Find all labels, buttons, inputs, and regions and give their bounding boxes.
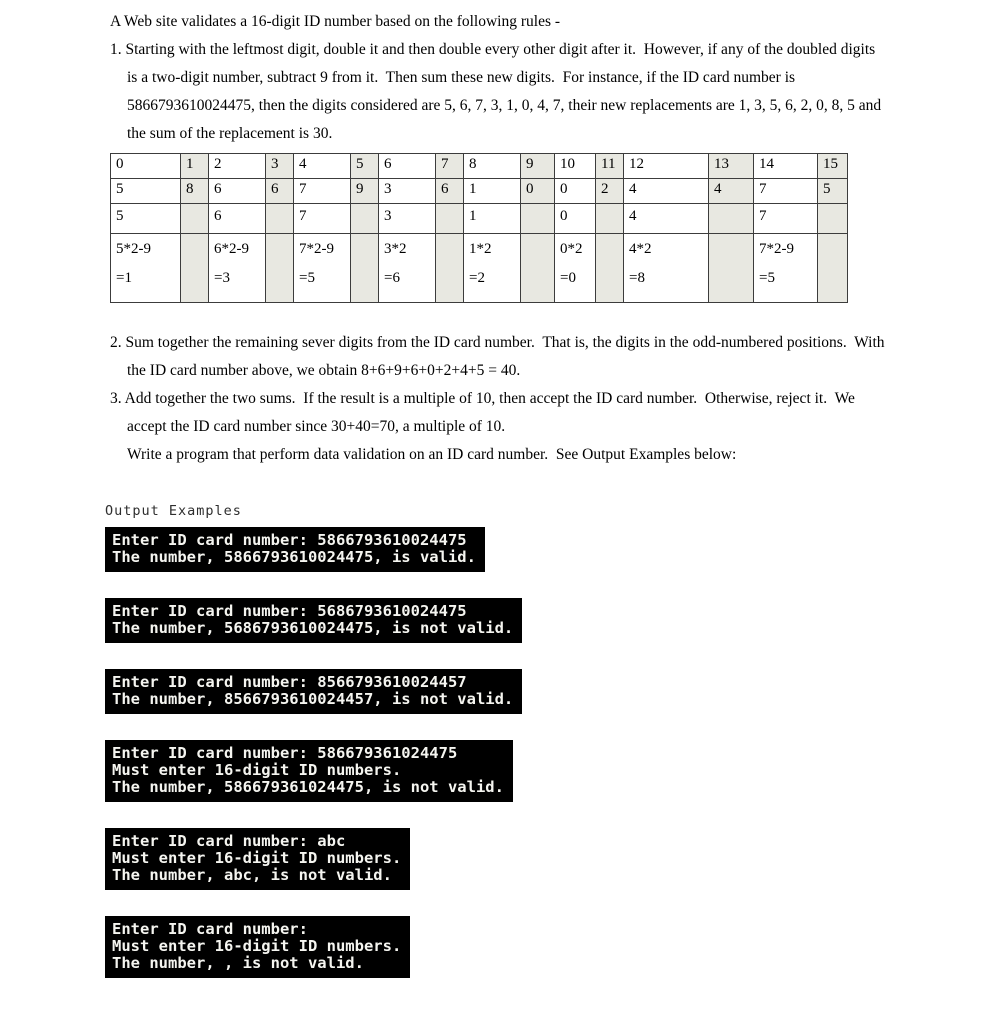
digit-table-cell: 7 xyxy=(754,204,818,234)
console-line: Enter ID card number: 5686793610024475 xyxy=(112,602,467,620)
digit-table-cell: 13 xyxy=(709,154,754,179)
console-examples xyxy=(105,527,982,978)
digit-table-cell: 9 xyxy=(351,179,379,204)
digit-table-row xyxy=(111,179,848,204)
digit-table-cell: 8 xyxy=(464,154,521,179)
digit-table-cell xyxy=(266,269,294,303)
digit-table-cell: =3 xyxy=(209,269,266,303)
console-line: The number, 586679361024475, is not valid. xyxy=(112,778,504,796)
digit-table-cell xyxy=(818,269,848,303)
digit-table-cell: 6 xyxy=(209,204,266,234)
digit-table-cell: 6 xyxy=(209,179,266,204)
digit-table-cell: 15 xyxy=(818,154,848,179)
digit-table-cell xyxy=(181,204,209,234)
digit-table-cell: 4*2 xyxy=(624,234,709,270)
digit-table-cell: 1 xyxy=(181,154,209,179)
digit-table-cell: 4 xyxy=(294,154,351,179)
console-line: Enter ID card number: xyxy=(112,920,308,938)
digit-table-cell: =8 xyxy=(624,269,709,303)
digit-table-row xyxy=(111,234,848,270)
console-line: Must enter 16-digit ID numbers. xyxy=(112,849,402,867)
console-output-box xyxy=(105,740,513,802)
digit-table-cell: 7 xyxy=(294,179,351,204)
digit-table-row xyxy=(111,204,848,234)
console-line: The number, abc, is not valid. xyxy=(112,866,392,884)
console-output-box xyxy=(105,916,410,978)
digit-table-cell xyxy=(351,269,379,303)
digit-table-cell: 6 xyxy=(379,154,436,179)
digit-table-cell: 5*2-9 xyxy=(111,234,181,270)
digit-table-cell xyxy=(351,234,379,270)
digit-table-cell xyxy=(436,204,464,234)
digit-table-cell: 0 xyxy=(555,204,596,234)
digit-table-row xyxy=(111,269,848,303)
console-output-box xyxy=(105,527,485,572)
rule-3: 3. Add together the two sums. If the result is a multiple of 10, then accept the ID card number. Otherwise, reject it. We accept the ID card number since 30+40=70, a multiple of 10. xyxy=(110,390,859,435)
digit-table xyxy=(110,153,848,303)
digit-table-cell xyxy=(181,234,209,270)
console-output-box xyxy=(105,598,522,643)
digit-table-cell: 2 xyxy=(209,154,266,179)
digit-table-cell: 4 xyxy=(624,204,709,234)
digit-table-cell: 5 xyxy=(818,179,848,204)
digit-table-cell: 7*2-9 xyxy=(754,234,818,270)
digit-table-cell: 5 xyxy=(111,179,181,204)
digit-table-cell xyxy=(521,204,555,234)
digit-table-cell: =5 xyxy=(294,269,351,303)
digit-table-cell xyxy=(709,204,754,234)
digit-table-cell: 1 xyxy=(464,204,521,234)
digit-table-cell: 3 xyxy=(379,179,436,204)
digit-table-cell: 0 xyxy=(521,179,555,204)
console-line: The number, 5866793610024475, is valid. xyxy=(112,548,476,566)
digit-table-cell: =2 xyxy=(464,269,521,303)
rule-1: 1. Starting with the leftmost digit, double it and then double every other digit after it. However, if any of the doubled digits is a two-digit number, subtract 9 from it. Then sum these new digits. For instance, if the ID card number is 5866793610024475, then the digits considered are 5, 6, 7, 3, 1, 0, 4, 7, their new replacements are 1, 3, 5, 6, 2, 0, 8, 5 and the sum of the replacement is 30. xyxy=(110,41,886,142)
digit-table-cell: 3*2 xyxy=(379,234,436,270)
rule-2: 2. Sum together the remaining sever digits from the ID card number. That is, the digits in the odd-numbered positions. With the ID card number above, we obtain 8+6+9+6+0+2+4+5 = 40. xyxy=(110,334,889,379)
digit-table-cell: 7 xyxy=(294,204,351,234)
digit-table-cell: 1*2 xyxy=(464,234,521,270)
digit-table-cell: 7 xyxy=(436,154,464,179)
digit-table-cell: 6*2-9 xyxy=(209,234,266,270)
digit-table-row xyxy=(111,154,848,179)
digit-table-cell xyxy=(596,269,624,303)
digit-table-cell: 14 xyxy=(754,154,818,179)
write-program-line: Write a program that perform data validation on an ID card number. See Output Examples below: xyxy=(127,446,737,463)
digit-table-cell: 9 xyxy=(521,154,555,179)
digit-table-cell: 5 xyxy=(351,154,379,179)
digit-table-cell: 0*2 xyxy=(555,234,596,270)
console-line: The number, , is not valid. xyxy=(112,954,364,972)
digit-table-cell xyxy=(266,234,294,270)
digit-table-cell: 6 xyxy=(436,179,464,204)
digit-table-cell: 7*2-9 xyxy=(294,234,351,270)
digit-table-cell: =0 xyxy=(555,269,596,303)
console-line: Must enter 16-digit ID numbers. xyxy=(112,761,402,779)
digit-table-cell: 3 xyxy=(379,204,436,234)
digit-table-cell: 8 xyxy=(181,179,209,204)
console-line: The number, 5686793610024475, is not valid. xyxy=(112,619,514,637)
digit-table-cell xyxy=(436,234,464,270)
digit-table-cell xyxy=(436,269,464,303)
digit-table-cell xyxy=(596,234,624,270)
digit-table-cell xyxy=(818,204,848,234)
digit-table-cell: 4 xyxy=(624,179,709,204)
digit-table-cell xyxy=(351,204,379,234)
digit-table-cell: 1 xyxy=(464,179,521,204)
digit-table-cell xyxy=(521,269,555,303)
console-line: Enter ID card number: 8566793610024457 xyxy=(112,673,467,691)
console-line: Enter ID card number: 586679361024475 xyxy=(112,744,458,762)
digit-table-cell xyxy=(709,269,754,303)
digit-table-cell: =1 xyxy=(111,269,181,303)
digit-table-cell: 0 xyxy=(555,179,596,204)
console-output-box xyxy=(105,828,410,890)
console-line: Enter ID card number: 5866793610024475 xyxy=(112,531,467,549)
digit-table-cell: 10 xyxy=(555,154,596,179)
console-output-box xyxy=(105,669,522,714)
digit-table-cell: 4 xyxy=(709,179,754,204)
console-line: Must enter 16-digit ID numbers. xyxy=(112,937,402,955)
output-examples-label: Output Examples xyxy=(105,503,242,519)
digit-table-cell xyxy=(596,204,624,234)
digit-table-cell: 3 xyxy=(266,154,294,179)
console-line: The number, 8566793610024457, is not valid. xyxy=(112,690,514,708)
digit-table-cell xyxy=(181,269,209,303)
digit-table-cell: 0 xyxy=(111,154,181,179)
digit-table-cell: 12 xyxy=(624,154,709,179)
digit-table-cell: 2 xyxy=(596,179,624,204)
digit-table-cell xyxy=(521,234,555,270)
digit-table-cell: 5 xyxy=(111,204,181,234)
digit-table-cell: 11 xyxy=(596,154,624,179)
digit-table-cell xyxy=(266,204,294,234)
digit-table-cell: 6 xyxy=(266,179,294,204)
digit-table-cell xyxy=(709,234,754,270)
intro-paragraph: A Web site validates a 16-digit ID number based on the following rules - xyxy=(110,13,561,30)
console-line: Enter ID card number: abc xyxy=(112,832,346,850)
digit-table-cell: 7 xyxy=(754,179,818,204)
digit-table-cell: =6 xyxy=(379,269,436,303)
digit-table-cell: =5 xyxy=(754,269,818,303)
digit-table-cell xyxy=(818,234,848,270)
